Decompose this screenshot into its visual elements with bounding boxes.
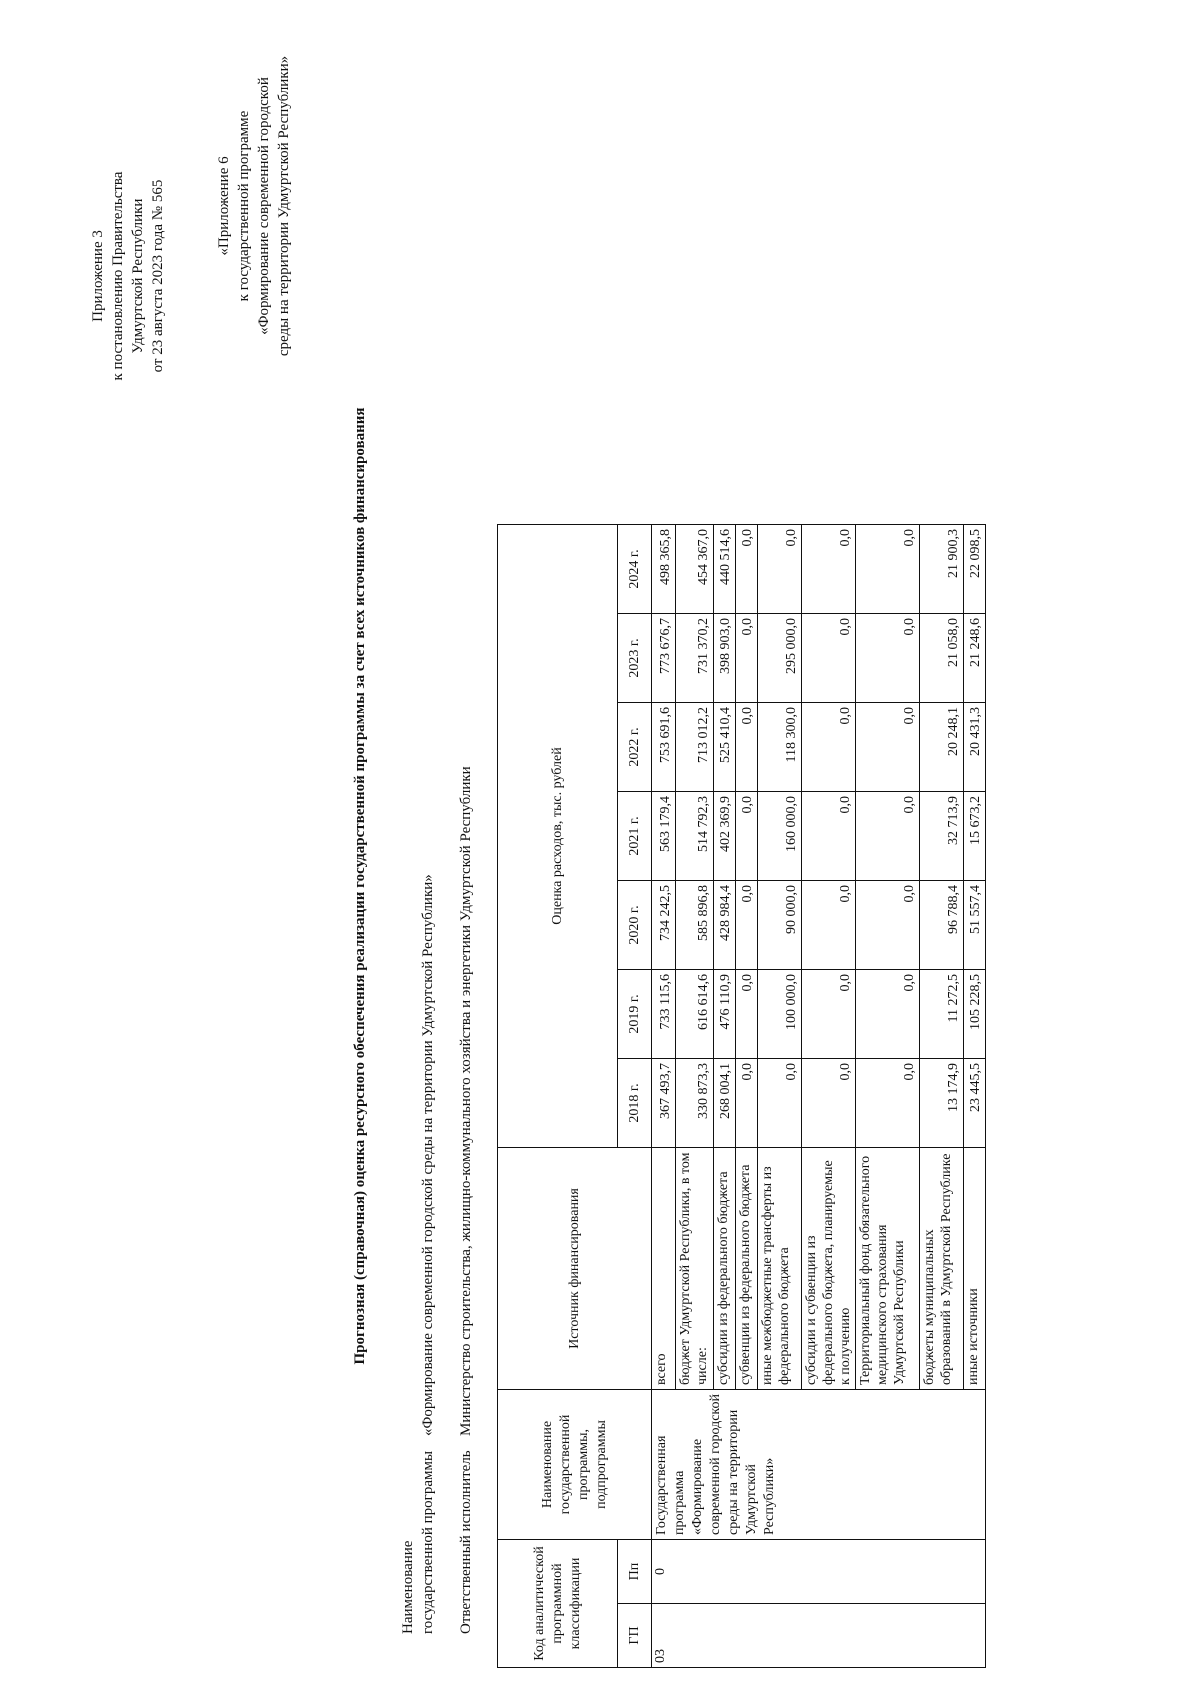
- value-cell: 105 228,5: [964, 970, 986, 1059]
- value-cell: 21 900,3: [920, 525, 964, 614]
- value-cell: 0,0: [856, 881, 920, 970]
- header-program-name: Наименование государственной программы, подпрограммы: [498, 1390, 652, 1540]
- appendix-line: к постановлению Правительства: [110, 171, 126, 381]
- value-cell: 713 012,2: [676, 703, 714, 792]
- value-cell: 21 058,0: [920, 614, 964, 703]
- source-cell: иные источники: [964, 1148, 986, 1390]
- value-cell: 51 557,4: [964, 881, 986, 970]
- value-cell: 498 365,8: [652, 525, 676, 614]
- source-cell: бюджеты муниципальных образований в Удмуртской Республике: [920, 1148, 964, 1390]
- header-year: 2022 г.: [618, 703, 652, 792]
- appendix-line: Удмуртской Республики: [130, 198, 146, 354]
- value-cell: 13 174,9: [920, 1059, 964, 1148]
- value-cell: 0,0: [736, 525, 758, 614]
- appendix-line: Приложение 3: [90, 230, 106, 322]
- value-cell: 402 369,9: [714, 792, 736, 881]
- source-cell: субсидии из федерального бюджета: [714, 1148, 736, 1390]
- value-cell: 0,0: [736, 614, 758, 703]
- value-cell: 96 788,4: [920, 881, 964, 970]
- value-cell: 20 248,1: [920, 703, 964, 792]
- value-cell: 0,0: [856, 525, 920, 614]
- program-label-line: государственной программы: [420, 1450, 436, 1634]
- value-cell: 0,0: [736, 970, 758, 1059]
- value-cell: 731 370,2: [676, 614, 714, 703]
- value-cell: 0,0: [736, 1059, 758, 1148]
- value-cell: 0,0: [802, 881, 856, 970]
- value-cell: 454 367,0: [676, 525, 714, 614]
- value-cell: 0,0: [802, 703, 856, 792]
- value-cell: 23 445,5: [964, 1059, 986, 1148]
- value-cell: 367 493,7: [652, 1059, 676, 1148]
- appendix-header: [88, 116, 168, 436]
- header-year: 2021 г.: [618, 792, 652, 881]
- appendix-line: от 23 августа 2023 года № 565: [150, 179, 166, 373]
- value-cell: 0,0: [758, 525, 802, 614]
- value-cell: 0,0: [802, 614, 856, 703]
- source-cell: Территориальный фонд обязательного медицинского страхования Удмуртской Республики: [856, 1148, 920, 1390]
- value-cell: 0,0: [802, 525, 856, 614]
- budget-table: [497, 524, 986, 1668]
- value-cell: 22 098,5: [964, 525, 986, 614]
- value-cell: 734 242,5: [652, 881, 676, 970]
- value-cell: 616 614,6: [676, 970, 714, 1059]
- program-value: «Формирование современной городской среды на территории Удмуртской Республики»: [420, 874, 436, 1436]
- value-cell: 0,0: [856, 792, 920, 881]
- appendix-line: «Приложение 6: [216, 156, 232, 256]
- gp-code: 03: [652, 1604, 986, 1668]
- value-cell: 0,0: [856, 614, 920, 703]
- source-cell: всего: [652, 1148, 676, 1390]
- value-cell: 0,0: [856, 703, 920, 792]
- value-cell: 20 431,3: [964, 703, 986, 792]
- value-cell: 15 673,2: [964, 792, 986, 881]
- header-year: 2023 г.: [618, 614, 652, 703]
- value-cell: 11 272,5: [920, 970, 964, 1059]
- value-cell: 0,0: [758, 1059, 802, 1148]
- value-cell: 330 873,3: [676, 1059, 714, 1148]
- value-cell: 773 676,7: [652, 614, 676, 703]
- value-cell: 21 248,6: [964, 614, 986, 703]
- header-year: 2018 г.: [618, 1059, 652, 1148]
- value-cell: 525 410,4: [714, 703, 736, 792]
- value-cell: 100 000,0: [758, 970, 802, 1059]
- value-cell: 295 000,0: [758, 614, 802, 703]
- header-year: 2024 г.: [618, 525, 652, 614]
- program-label: [398, 1451, 438, 1634]
- value-cell: 0,0: [856, 970, 920, 1059]
- appendix-program-header: [214, 26, 294, 386]
- value-cell: 0,0: [802, 792, 856, 881]
- source-cell: иные межбюджетные трансферты из федерального бюджета: [758, 1148, 802, 1390]
- value-cell: 733 115,6: [652, 970, 676, 1059]
- source-cell: субсидии и субвенции из федерального бюджета, планируемые к получению: [802, 1148, 856, 1390]
- value-cell: 90 000,0: [758, 881, 802, 970]
- value-cell: 585 896,8: [676, 881, 714, 970]
- value-cell: 0,0: [802, 970, 856, 1059]
- value-cell: 753 691,6: [652, 703, 676, 792]
- executor-value: Министерство строительства, жилищно-коммунального хозяйства и энергетики Удмуртской Республики: [458, 766, 474, 1436]
- value-cell: 514 792,3: [676, 792, 714, 881]
- value-cell: 32 713,9: [920, 792, 964, 881]
- pp-code: 0: [652, 1540, 986, 1604]
- header-pp: Пп: [618, 1540, 652, 1604]
- value-cell: 476 110,9: [714, 970, 736, 1059]
- header-year: 2019 г.: [618, 970, 652, 1059]
- value-cell: 0,0: [736, 881, 758, 970]
- value-cell: 268 004,1: [714, 1059, 736, 1148]
- appendix-line: «Формирование современной городской: [256, 77, 272, 335]
- value-cell: 440 514,6: [714, 525, 736, 614]
- executor-label: Ответственный исполнитель: [458, 1450, 474, 1634]
- table-row: [652, 525, 676, 1668]
- document-title: Прогнозная (справочная) оценка ресурсного обеспечения реализации государственной программы за счет всех источников финансирования: [352, 407, 368, 1365]
- value-cell: 118 300,0: [758, 703, 802, 792]
- header-estimate: Оценка расходов, тыс. рублей: [498, 525, 618, 1148]
- source-cell: субвенции из федерального бюджета: [736, 1148, 758, 1390]
- header-gp: ГП: [618, 1604, 652, 1668]
- value-cell: 0,0: [802, 1059, 856, 1148]
- appendix-line: среды на территории Удмуртской Республики»: [276, 55, 292, 357]
- value-cell: 563 179,4: [652, 792, 676, 881]
- program-label-line: Наименование: [400, 1540, 416, 1634]
- header-source: Источник финансирования: [498, 1148, 652, 1390]
- appendix-line: к государственной программе: [236, 110, 252, 302]
- value-cell: 398 903,0: [714, 614, 736, 703]
- source-cell: бюджет Удмуртской Республики, в том числе:: [676, 1148, 714, 1390]
- value-cell: 160 000,0: [758, 792, 802, 881]
- header-year: 2020 г.: [618, 881, 652, 970]
- value-cell: 0,0: [736, 792, 758, 881]
- value-cell: 428 984,4: [714, 881, 736, 970]
- value-cell: 0,0: [856, 1059, 920, 1148]
- program-name: Государственная программа «Формирование современной городской среды на территории Удмуртской Республики»: [652, 1390, 986, 1540]
- header-code: Код аналитической программной классификации: [498, 1540, 618, 1668]
- value-cell: 0,0: [736, 703, 758, 792]
